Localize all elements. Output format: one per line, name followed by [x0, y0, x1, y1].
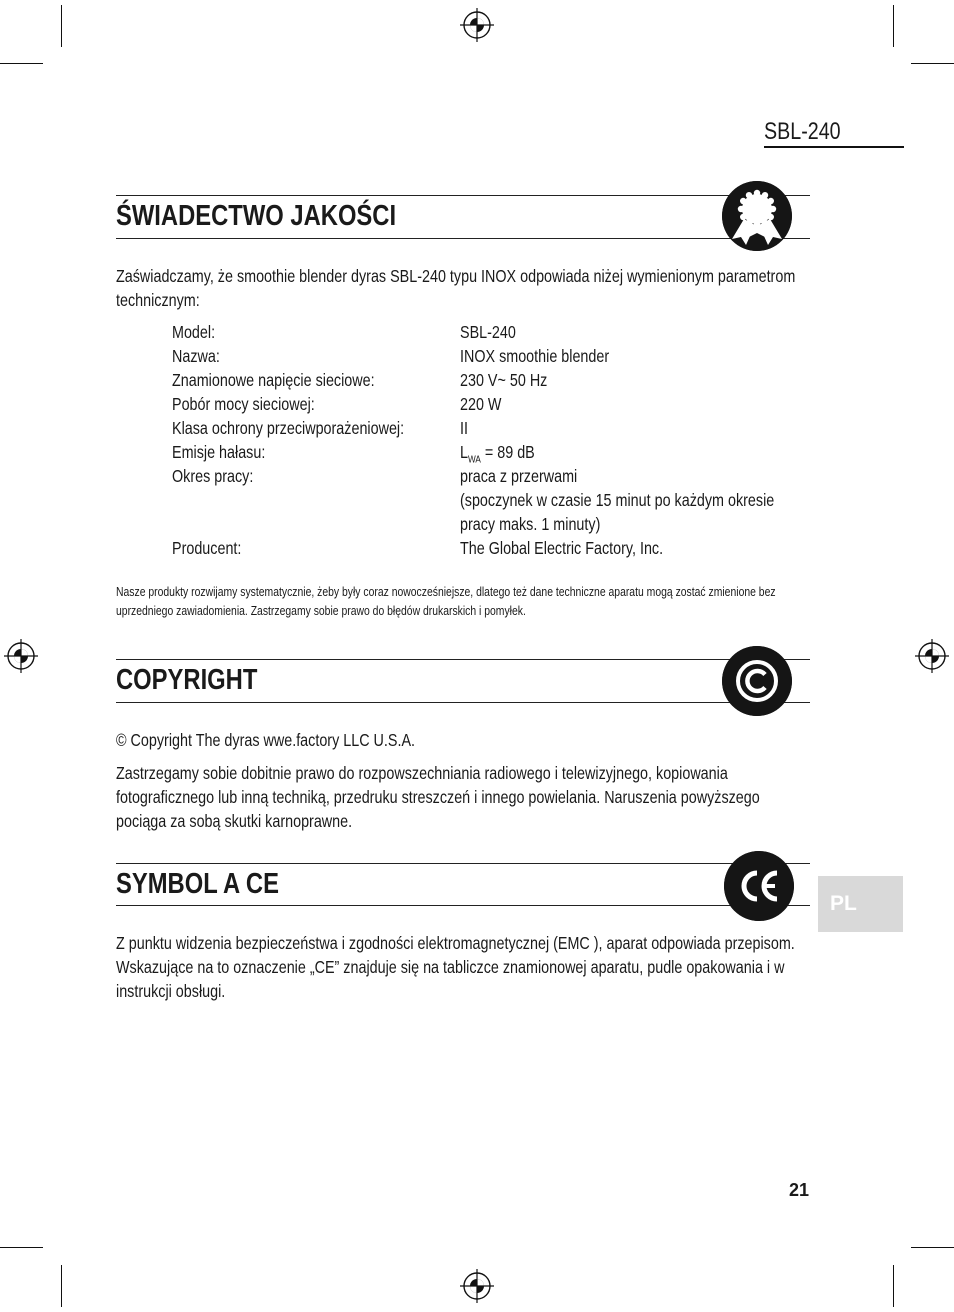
certificate-intro	[116, 264, 810, 312]
copyright-title: COPYRIGHT	[116, 664, 258, 696]
ce-section-header	[116, 863, 810, 906]
spec-value: The Global Electric Factory, Inc.	[460, 538, 664, 558]
copyright-line	[116, 728, 810, 752]
copyright-paragraph	[116, 761, 810, 833]
copyright-line-text: © Copyright The dyras wwe.factory LLC U.S.A.	[116, 730, 416, 750]
spec-label: Klasa ochrony przeciwporażeniowej:	[172, 418, 405, 438]
certificate-intro-text: Zaświadczamy, że smoothie blender dyras SBL-240 typu INOX odpowiada niżej wymienionym parametrom technicznym:	[116, 266, 796, 310]
disclaimer-note	[116, 582, 810, 620]
ce-mark-icon	[724, 851, 794, 921]
registration-mark-icon	[460, 8, 494, 42]
spec-label: Nazwa:	[172, 346, 220, 366]
spec-value: 220 W	[460, 394, 502, 414]
spec-label: Okres pracy:	[172, 466, 254, 486]
spec-value: SBL-240	[460, 322, 516, 342]
spec-label: Emisje hałasu:	[172, 442, 266, 462]
crop-mark	[911, 63, 954, 64]
noise-symbol: L	[460, 442, 468, 462]
noise-value: = 89 dB	[480, 442, 535, 462]
spec-value: II	[460, 418, 468, 438]
crop-mark	[0, 1247, 43, 1248]
spec-value: INOX smoothie blender	[460, 346, 610, 366]
model-code-underline	[764, 146, 904, 148]
crop-mark	[61, 5, 62, 47]
spec-value: 230 V~ 50 Hz	[460, 370, 548, 390]
registration-mark-icon	[915, 639, 949, 673]
crop-mark	[893, 1265, 894, 1307]
spec-label: Producent:	[172, 538, 242, 558]
crop-mark	[0, 63, 43, 64]
spec-value: praca z przerwami	[460, 466, 578, 486]
certificate-section-header	[116, 195, 810, 239]
crop-mark	[893, 5, 894, 47]
noise-subscript: WA	[467, 454, 481, 466]
spec-value: pracy maks. 1 minuty)	[460, 514, 601, 534]
copyright-section-header	[116, 659, 810, 703]
language-tab-label: PL	[830, 892, 857, 915]
spec-label: Model:	[172, 322, 216, 342]
spec-label: Znamionowe napięcie sieciowe:	[172, 370, 375, 390]
language-tab	[818, 876, 903, 932]
crop-mark	[911, 1247, 954, 1248]
spec-value: (spoczynek w czasie 15 minut po każdym okresie	[460, 490, 775, 510]
crop-mark	[61, 1265, 62, 1307]
ce-paragraph	[116, 931, 810, 1003]
ce-title: SYMBOL A CE	[116, 868, 279, 900]
model-code: SBL-240	[764, 118, 841, 145]
copyright-icon	[722, 646, 792, 716]
disclaimer-note-text: Nasze produkty rozwijamy systematycznie, żeby były coraz nowocześniejsze, dlatego też dane techniczne aparatu mogą zostać zmienione bez uprzedniego zawiadomienia. Zastrzegamy sobie prawo do błędów drukarskich i pomyłek.	[116, 584, 776, 618]
spec-label: Pobór mocy sieciowej:	[172, 394, 315, 414]
page-number: 21	[789, 1180, 810, 1200]
ce-paragraph-text: Z punktu widzenia bezpieczeństwa i zgodności elektromagnetycznej (EMC ), aparat odpowiada przepisom. Wskazujące na to oznaczenie „CE” znajduje się na tabliczce znamionowej aparatu, pudle opakowania i w instrukcji obsługi.	[116, 933, 795, 1001]
certificate-title: ŚWIADECTWO JAKOŚCI	[116, 200, 397, 232]
registration-mark-icon	[4, 639, 38, 673]
award-rosette-icon	[722, 181, 792, 251]
registration-mark-icon	[460, 1269, 494, 1303]
copyright-paragraph-text: Zastrzegamy sobie dobitnie prawo do rozpowszechniania radiowego i telewizyjnego, kopiowania fotograficznego lub inną techniką, przedruku streszczeń i innego powielania. Naruszenia powyższego pociąga za sobą skutki karnoprawne.	[116, 763, 760, 831]
